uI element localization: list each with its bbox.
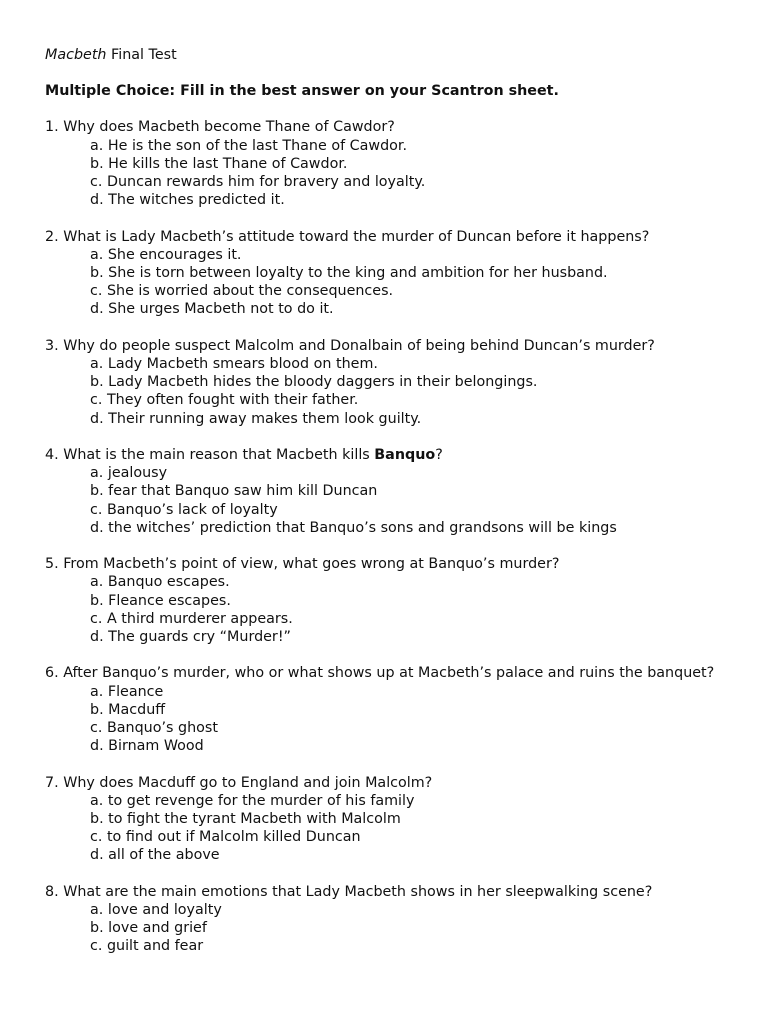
answer-option-a: a. He is the son of the last Thane of Cawdor. bbox=[90, 137, 408, 154]
title-rest: Final Test bbox=[106, 47, 177, 63]
answer-option-a: a. She encourages it. bbox=[90, 246, 242, 263]
question-4 bbox=[45, 446, 768, 537]
question-text bbox=[45, 774, 725, 792]
question-number: 8. bbox=[45, 883, 59, 900]
answer-option-d: d. The witches predicted it. bbox=[90, 192, 285, 209]
answer-options bbox=[45, 355, 768, 428]
answer-option-d: d. the witches’ prediction that Banquo’s sons and grandsons will be kings bbox=[90, 519, 617, 536]
answer-option-c: c. Duncan rewards him for bravery and loyalty. bbox=[90, 174, 426, 191]
question-prompt: Why does Macduff go to England and join Malcolm? bbox=[63, 774, 433, 791]
question-2 bbox=[45, 228, 768, 319]
answer-option-c: c. They often fought with their father. bbox=[90, 392, 359, 409]
question-prompt: After Banquo’s murder, who or what shows up at Macbeth’s palace and ruins the banquet? bbox=[63, 665, 715, 682]
answer-options bbox=[45, 792, 768, 865]
question-text bbox=[45, 118, 725, 136]
question-end: ? bbox=[435, 447, 443, 464]
answer-option-b: b. He kills the last Thane of Cawdor. bbox=[90, 155, 348, 172]
question-number: 3. bbox=[45, 337, 59, 354]
question-text bbox=[45, 446, 725, 464]
question-text bbox=[45, 883, 725, 901]
question-prompt: From Macbeth’s point of view, what goes wrong at Banquo’s murder? bbox=[63, 556, 560, 573]
answer-option-d: d. all of the above bbox=[90, 847, 220, 864]
question-6 bbox=[45, 664, 768, 755]
question-prompt: Why does Macbeth become Thane of Cawdor? bbox=[63, 119, 395, 136]
question-7 bbox=[45, 774, 768, 865]
answer-option-a: a. Banquo escapes. bbox=[90, 574, 230, 591]
question-number: 2. bbox=[45, 228, 59, 245]
question-text bbox=[45, 664, 725, 682]
question-prompt: Why do people suspect Malcolm and Donalbain of being behind Duncan’s murder? bbox=[63, 337, 655, 354]
question-prompt: What are the main emotions that Lady Macbeth shows in her sleepwalking scene? bbox=[63, 883, 653, 900]
question-number: 6. bbox=[45, 665, 59, 682]
answer-option-c: c. She is worried about the consequences. bbox=[90, 283, 394, 300]
answer-options bbox=[45, 683, 768, 756]
question-3 bbox=[45, 337, 768, 428]
question-number: 5. bbox=[45, 556, 59, 573]
answer-option-c: c. A third murderer appears. bbox=[90, 610, 293, 627]
question-8 bbox=[45, 883, 768, 956]
answer-option-b: b. love and grief bbox=[90, 920, 207, 937]
answer-option-b: b. to fight the tyrant Macbeth with Malcolm bbox=[90, 811, 401, 828]
answer-option-d: d. She urges Macbeth not to do it. bbox=[90, 301, 334, 318]
answer-option-c: c. Banquo’s lack of loyalty bbox=[90, 501, 278, 518]
answer-option-b: b. Fleance escapes. bbox=[90, 592, 231, 609]
answer-option-d: d. The guards cry “Murder!” bbox=[90, 629, 291, 646]
answer-option-c: c. Banquo’s ghost bbox=[90, 720, 218, 737]
answer-option-b: b. fear that Banquo saw him kill Duncan bbox=[90, 483, 378, 500]
answer-options bbox=[45, 573, 768, 646]
answer-option-c: c. guilt and fear bbox=[90, 938, 204, 955]
question-5 bbox=[45, 555, 768, 646]
answer-options bbox=[45, 137, 768, 210]
question-number: 7. bbox=[45, 774, 59, 791]
answer-option-a: a. jealousy bbox=[90, 465, 168, 482]
question-text bbox=[45, 337, 725, 355]
question-text bbox=[45, 555, 725, 573]
answer-option-c: c. to find out if Malcolm killed Duncan bbox=[90, 829, 361, 846]
question-prompt: What is the main reason that Macbeth kills bbox=[63, 447, 375, 464]
answer-option-d: d. Birnam Wood bbox=[90, 738, 204, 755]
answer-options bbox=[45, 901, 768, 956]
question-emphasis: Banquo bbox=[374, 447, 436, 464]
question-1 bbox=[45, 118, 768, 209]
question-text bbox=[45, 228, 725, 246]
answer-option-a: a. Lady Macbeth smears blood on them. bbox=[90, 356, 378, 373]
instructions: Multiple Choice: Fill in the best answer on your Scantron sheet. bbox=[45, 83, 559, 100]
question-number: 1. bbox=[45, 119, 59, 136]
answer-options bbox=[45, 464, 768, 537]
answer-option-d: d. Their running away makes them look guilty. bbox=[90, 410, 422, 427]
question-prompt: What is Lady Macbeth’s attitude toward the murder of Duncan before it happens? bbox=[63, 228, 650, 245]
page-title bbox=[45, 46, 768, 64]
answer-option-a: a. to get revenge for the murder of his family bbox=[90, 792, 415, 809]
answer-option-b: b. She is torn between loyalty to the king and ambition for her husband. bbox=[90, 265, 608, 282]
answer-option-b: b. Lady Macbeth hides the bloody daggers in their belongings. bbox=[90, 374, 538, 391]
answer-option-b: b. Macduff bbox=[90, 701, 166, 718]
answer-option-a: a. Fleance bbox=[90, 683, 164, 700]
answer-option-a: a. love and loyalty bbox=[90, 902, 222, 919]
question-number: 4. bbox=[45, 447, 59, 464]
title-play-name: Macbeth bbox=[45, 47, 107, 63]
answer-options bbox=[45, 246, 768, 319]
